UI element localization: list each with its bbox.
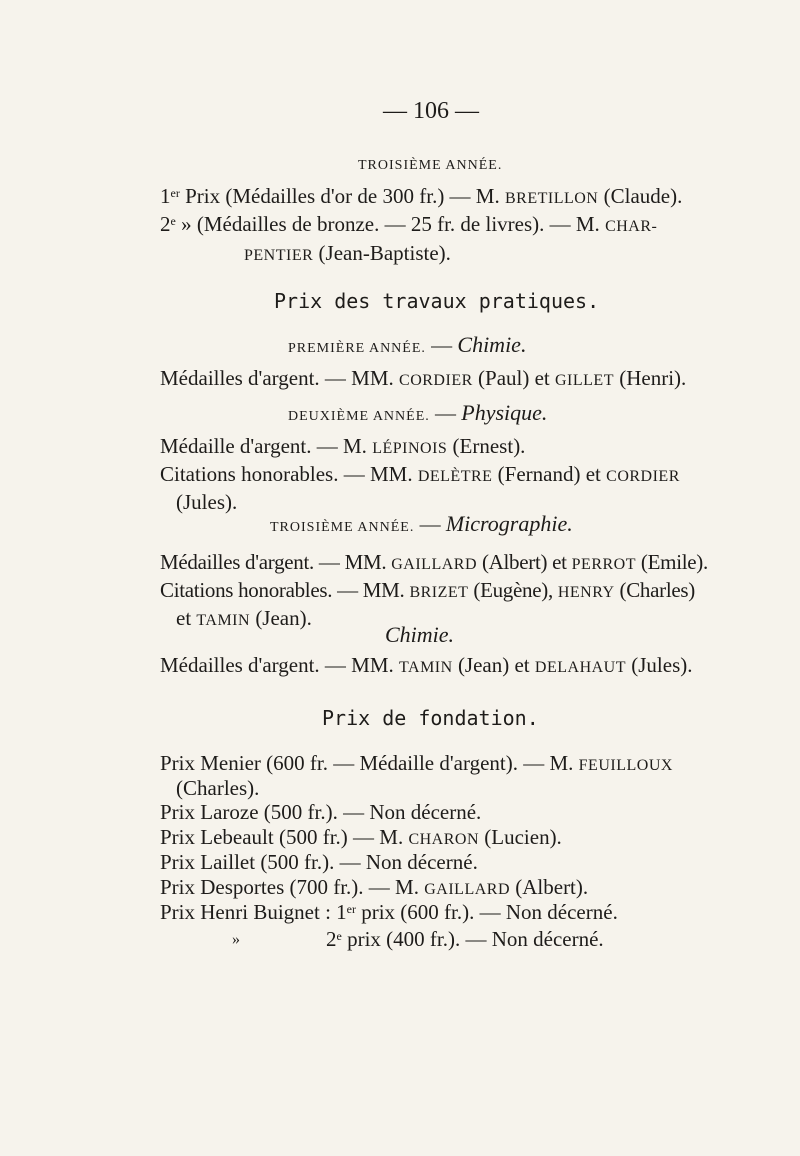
text: 2 — [326, 927, 337, 951]
text: (Eugène), — [468, 578, 558, 602]
surname: DELÈTRE — [417, 468, 493, 485]
dash: — — [425, 333, 458, 357]
superscript: er — [170, 186, 180, 200]
text: Citations honorables. — MM. — [160, 462, 418, 486]
surname: CORDIER — [399, 372, 473, 389]
dash: — — [429, 401, 462, 425]
superscript: e — [336, 929, 342, 943]
surname: GAILLARD — [391, 556, 477, 573]
premiere-medailles-line — [160, 365, 686, 394]
heading-travaux-pratiques: Prix des travaux pratiques. — [274, 289, 600, 313]
prize-line-2-cont — [244, 240, 451, 269]
subject: Chimie. — [457, 332, 527, 357]
subject: Micrographie. — [445, 511, 573, 536]
text: (Jean) et — [452, 653, 535, 677]
surname: GAILLARD — [424, 881, 510, 898]
heading-prix-fondation: Prix de fondation. — [322, 706, 539, 730]
text: (Henri). — [613, 366, 687, 390]
text: prix (600 fr.). — Non décerné. — [355, 900, 618, 924]
superscript: er — [346, 902, 356, 916]
text: (Claude). — [598, 184, 683, 208]
text: Citations honorables. — MM. — [160, 578, 410, 602]
section-premiere-annee — [288, 332, 526, 362]
troisieme-citations-line — [160, 577, 695, 606]
text: Prix Henri Buignet : 1 — [160, 900, 347, 924]
prize-line-2 — [160, 211, 657, 240]
fondation-buignet-line — [160, 899, 618, 925]
fondation-menier-cont: (Charles). — [176, 776, 260, 800]
surname: CHARON — [408, 831, 480, 848]
ditto-mark: » — [232, 931, 240, 948]
prize-line-1 — [160, 183, 682, 212]
year-label: DEUXIÈME ANNÉE. — [288, 409, 430, 424]
surname: BRIZET — [409, 584, 469, 601]
subheading-chimie: Chimie. — [385, 622, 455, 647]
text: 2 — [160, 212, 171, 236]
section-troisieme-annee: TROISIÈME ANNÉE. — [358, 158, 503, 173]
year-label: TROISIÈME ANNÉE. — [270, 520, 415, 535]
surname: TAMIN — [399, 659, 453, 676]
text: (Paul) et — [472, 366, 555, 390]
text: Médailles d'argent. — MM. — [160, 550, 392, 574]
section-troisieme-annee-2 — [270, 511, 573, 541]
surname: TAMIN — [196, 612, 251, 629]
text: Prix Menier (600 fr. — Médaille d'argent). — M. — [160, 751, 579, 775]
surname: HENRY — [557, 584, 615, 601]
section-deuxieme-annee — [288, 400, 547, 430]
text: (Emile). — [635, 550, 708, 574]
text: Prix Lebeault (500 fr.) — M. — [160, 825, 409, 849]
troisieme-medailles-line — [160, 549, 708, 578]
chimie-medailles-line — [160, 652, 693, 681]
text: prix (400 fr.). — Non décerné. — [341, 927, 604, 951]
surname: PERROT — [571, 556, 636, 573]
text: (Ernest). — [447, 434, 526, 458]
superscript: e — [170, 214, 176, 228]
text: Prix (Médailles d'or de 300 fr.) — M. — [179, 184, 505, 208]
surname: PENTIER — [244, 247, 314, 264]
surname: BRETILLON — [504, 190, 599, 207]
troisieme-citations-cont — [176, 605, 312, 634]
text: (Fernand) et — [492, 462, 607, 486]
surname: LÉPINOIS — [372, 440, 448, 457]
fondation-laillet-line: Prix Laillet (500 fr.). — Non décerné. — [160, 850, 478, 874]
text: (Lucien). — [479, 825, 562, 849]
subject: Physique. — [461, 400, 548, 425]
deuxieme-citations-cont: (Jules). — [176, 490, 238, 514]
text: (Albert) et — [477, 550, 572, 574]
surname: GILLET — [555, 372, 614, 389]
text: (Albert). — [510, 875, 589, 899]
deuxieme-citations-line — [160, 461, 680, 490]
text: (Jules). — [626, 653, 693, 677]
text: » (Médailles de bronze. — 25 fr. de livres). — M. — [175, 212, 606, 236]
text: et — [176, 606, 197, 630]
fondation-laroze-line: Prix Laroze (500 fr.). — Non décerné. — [160, 800, 482, 824]
text: Prix Desportes (700 fr.). — M. — [160, 875, 425, 899]
text: (Charles) — [614, 578, 695, 602]
dash: — — [414, 512, 446, 536]
text: Médailles d'argent. — MM. — [160, 653, 400, 677]
deuxieme-medaille-line — [160, 433, 525, 462]
text: 1 — [160, 184, 171, 208]
surname: FEUILLOUX — [578, 757, 673, 774]
surname: CORDIER — [606, 468, 680, 485]
text: Médailles d'argent. — MM. — [160, 366, 400, 390]
year-label: PREMIÈRE ANNÉE. — [288, 341, 426, 356]
surname: DELAHAUT — [534, 659, 626, 676]
fondation-buignet-second-line — [232, 926, 604, 953]
page-number: — 106 — — [383, 98, 479, 124]
text: (Jean-Baptiste). — [313, 241, 451, 265]
text: Médaille d'argent. — M. — [160, 434, 373, 458]
text: (Jean). — [250, 606, 312, 630]
surname: CHAR- — [605, 218, 658, 235]
